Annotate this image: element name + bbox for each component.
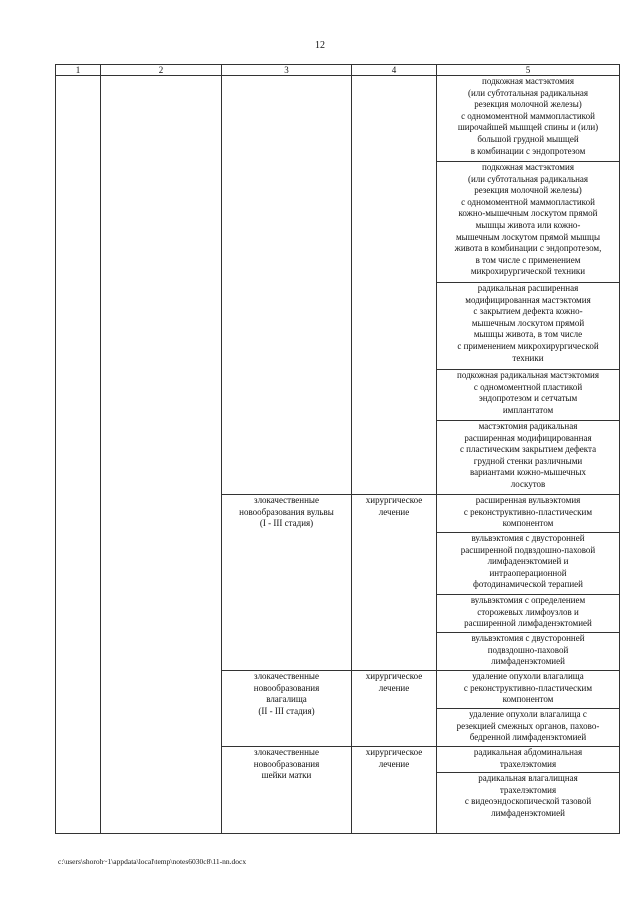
disease-cell: злокачественные новообразования шейки матки: [222, 747, 352, 834]
cell-col2: [101, 76, 222, 834]
method-cell: радикальная абдоминальная трахелэктомия: [437, 747, 620, 773]
disease-cell: злокачественные новообразования влагалища (II - III стадия): [222, 671, 352, 747]
method-cell: удаление опухоли влагалища с резекцией смежных органов, пахово- бедренной лимфаденэктомией: [437, 709, 620, 747]
table-row: [56, 76, 620, 162]
method-cell: радикальная расширенная модифицированная мастэктомия с закрытием дефекта кожно- мышечным лоскутом прямой мышцы живота, в том числе с применением микрохирургической техники: [437, 283, 620, 370]
treatment-cell: хирургическое лечение: [352, 747, 437, 834]
treatment-cell: хирургическое лечение: [352, 671, 437, 747]
treatment-cell: [352, 76, 437, 495]
method-cell: удаление опухоли влагалища с реконструктивно-пластическим компонентом: [437, 671, 620, 709]
method-cell: расширенная вульвэктомия с реконструктивно-пластическим компонентом: [437, 495, 620, 533]
procedures-table: [55, 64, 620, 834]
method-cell: мастэктомия радикальная расширенная модифицированная с пластическим закрытием дефекта грудной стенки различными вариантами кожно-мышечных лоскутов: [437, 421, 620, 495]
disease-cell: [222, 76, 352, 495]
footer-file-path: c:\users\shoroh~1\appdata\local\temp\notes6030c8\11-nn.docx: [58, 857, 247, 866]
method-cell: вульвэктомия с двусторонней подвздошно-паховой лимфаденэктомией: [437, 633, 620, 671]
method-cell: подкожная мастэктомия (или субтотальная радикальная резекция молочной железы) с одномоментной маммопластикой широчайшей мышцей спины и (или) большой грудной мышцей в комбинации с эндопротезом: [437, 76, 620, 162]
method-cell: вульвэктомия с двусторонней расширенной подвздошно-паховой лимфаденэктомией и интраоперационной фотодинамической терапией: [437, 533, 620, 595]
header-row: [56, 65, 620, 76]
cell-col1: [56, 76, 101, 834]
disease-cell: злокачественные новообразования вульвы (I - III стадия): [222, 495, 352, 671]
method-cell: вульвэктомия с определением сторожевых лимфоузлов и расширенной лимфаденэктомией: [437, 595, 620, 633]
method-cell: подкожная мастэктомия (или субтотальная радикальная резекция молочной железы) с одномоментной маммопластикой кожно-мышечным лоскутом прямой мышцы живота или кожно- мышечным лоскутом прямой мышцы живота в комбинации с эндопротезом, в том числе с применением микрохирургической техники: [437, 162, 620, 283]
column-header-1: 1: [56, 65, 101, 76]
treatment-cell: хирургическое лечение: [352, 495, 437, 671]
column-header-3: 3: [222, 65, 352, 76]
method-cell: радикальная влагалищная трахелэктомия с видеоэндоскопической тазовой лимфаденэктомией: [437, 773, 620, 834]
column-header-4: 4: [352, 65, 437, 76]
column-header-5: 5: [437, 65, 620, 76]
column-header-2: 2: [101, 65, 222, 76]
page-number: 12: [315, 40, 325, 51]
method-cell: подкожная радикальная мастэктомия с одномоментной пластикой эндопротезом и сетчатым имплантатом: [437, 370, 620, 421]
